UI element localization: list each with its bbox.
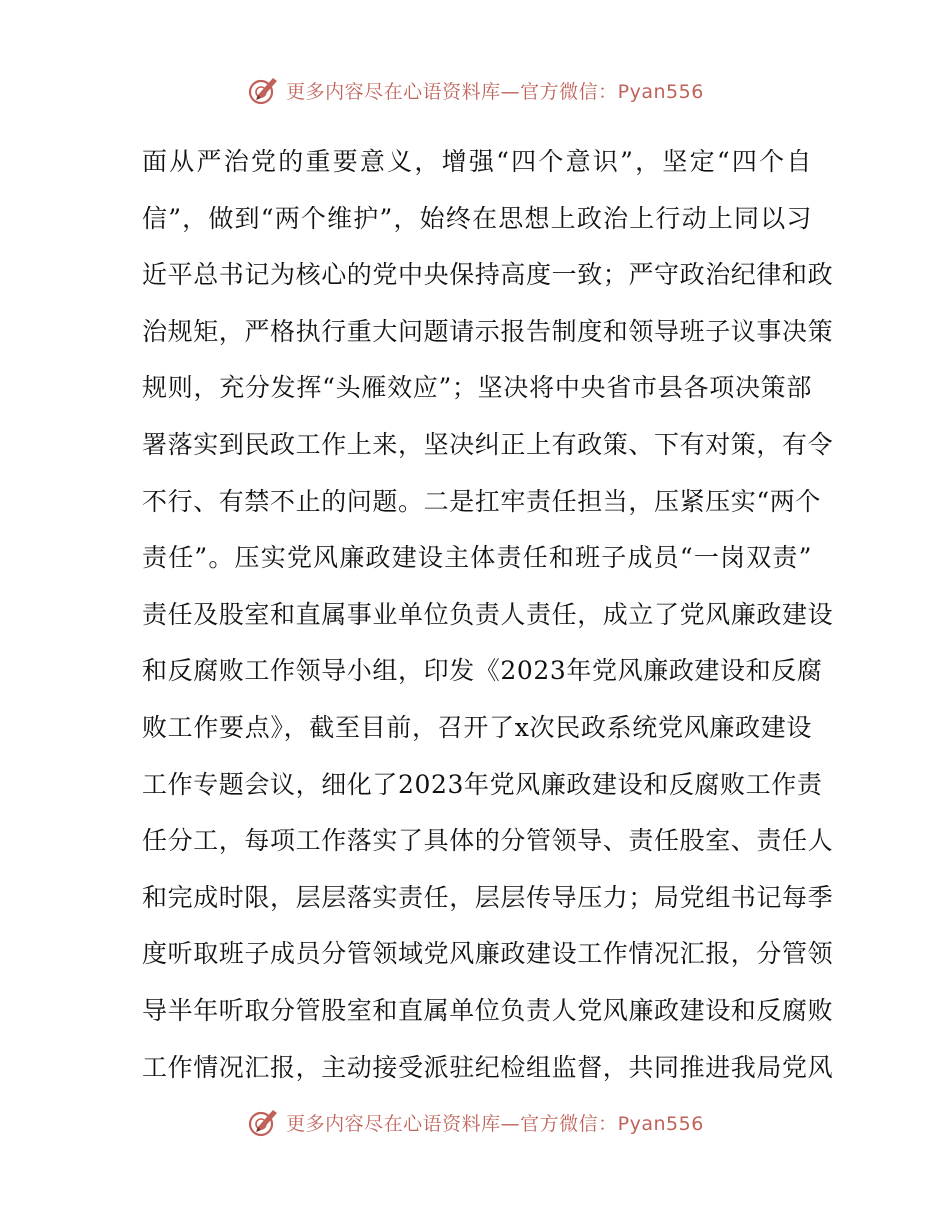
body-line: 度听取班子成员分管领域党风廉政建设工作情况汇报，分管领 xyxy=(142,939,834,969)
watermark-text: 更多内容尽在心语资料库—官方微信：Pyan556 xyxy=(286,80,704,103)
body-line: 和完成时限，层层落实责任，层层传导压力；局党组书记每季 xyxy=(142,882,834,912)
watermark-text: 更多内容尽在心语资料库—官方微信：Pyan556 xyxy=(286,1112,704,1135)
body-line: 导半年听取分管股室和直属单位负责人党风廉政建设和反腐败 xyxy=(142,995,834,1025)
body-line: 不行、有禁不止的问题。二是扛牢责任担当，压紧压实“两个 xyxy=(142,486,821,516)
pen-logo-icon xyxy=(246,1105,280,1139)
body-line: 近平总书记为核心的党中央保持高度一致；严守政治纪律和政 xyxy=(142,260,834,290)
body-line: 和反腐败工作领导小组，印发《2023年党风廉政建设和反腐 xyxy=(142,656,823,686)
document-body xyxy=(142,134,834,1096)
body-line: 败工作要点》，截至目前，召开了x次民政系统党风廉政建设 xyxy=(142,712,812,742)
body-line: 责任及股室和直属事业单位负责人责任，成立了党风廉政建设 xyxy=(142,599,834,629)
body-line: 署落实到民政工作上来，坚决纠正上有政策、下有对策，有令 xyxy=(142,429,834,459)
body-line: 工作情况汇报，主动接受派驻纪检组监督，共同推进我局党风 xyxy=(142,1052,834,1082)
pen-logo-icon xyxy=(246,73,280,107)
body-line: 规则，充分发挥“头雁效应”；坚决将中央省市县各项决策部 xyxy=(142,373,812,403)
body-line: 信”，做到“两个维护”，始终在思想上政治上行动上同以习 xyxy=(142,203,812,233)
header-watermark xyxy=(0,70,950,110)
body-line: 面从严治党的重要意义，增强“四个意识”，坚定“四个自 xyxy=(142,147,812,176)
body-line: 责任”。压实党风廉政建设主体责任和班子成员“一岗双责” xyxy=(142,543,812,573)
body-line: 工作专题会议，细化了2023年党风廉政建设和反腐败工作责 xyxy=(142,769,823,799)
body-line: 任分工，每项工作落实了具体的分管领导、责任股室、责任人 xyxy=(142,826,834,856)
body-line: 治规矩，严格执行重大问题请示报告制度和领导班子议事决策 xyxy=(142,316,834,346)
footer-watermark xyxy=(0,1102,950,1142)
